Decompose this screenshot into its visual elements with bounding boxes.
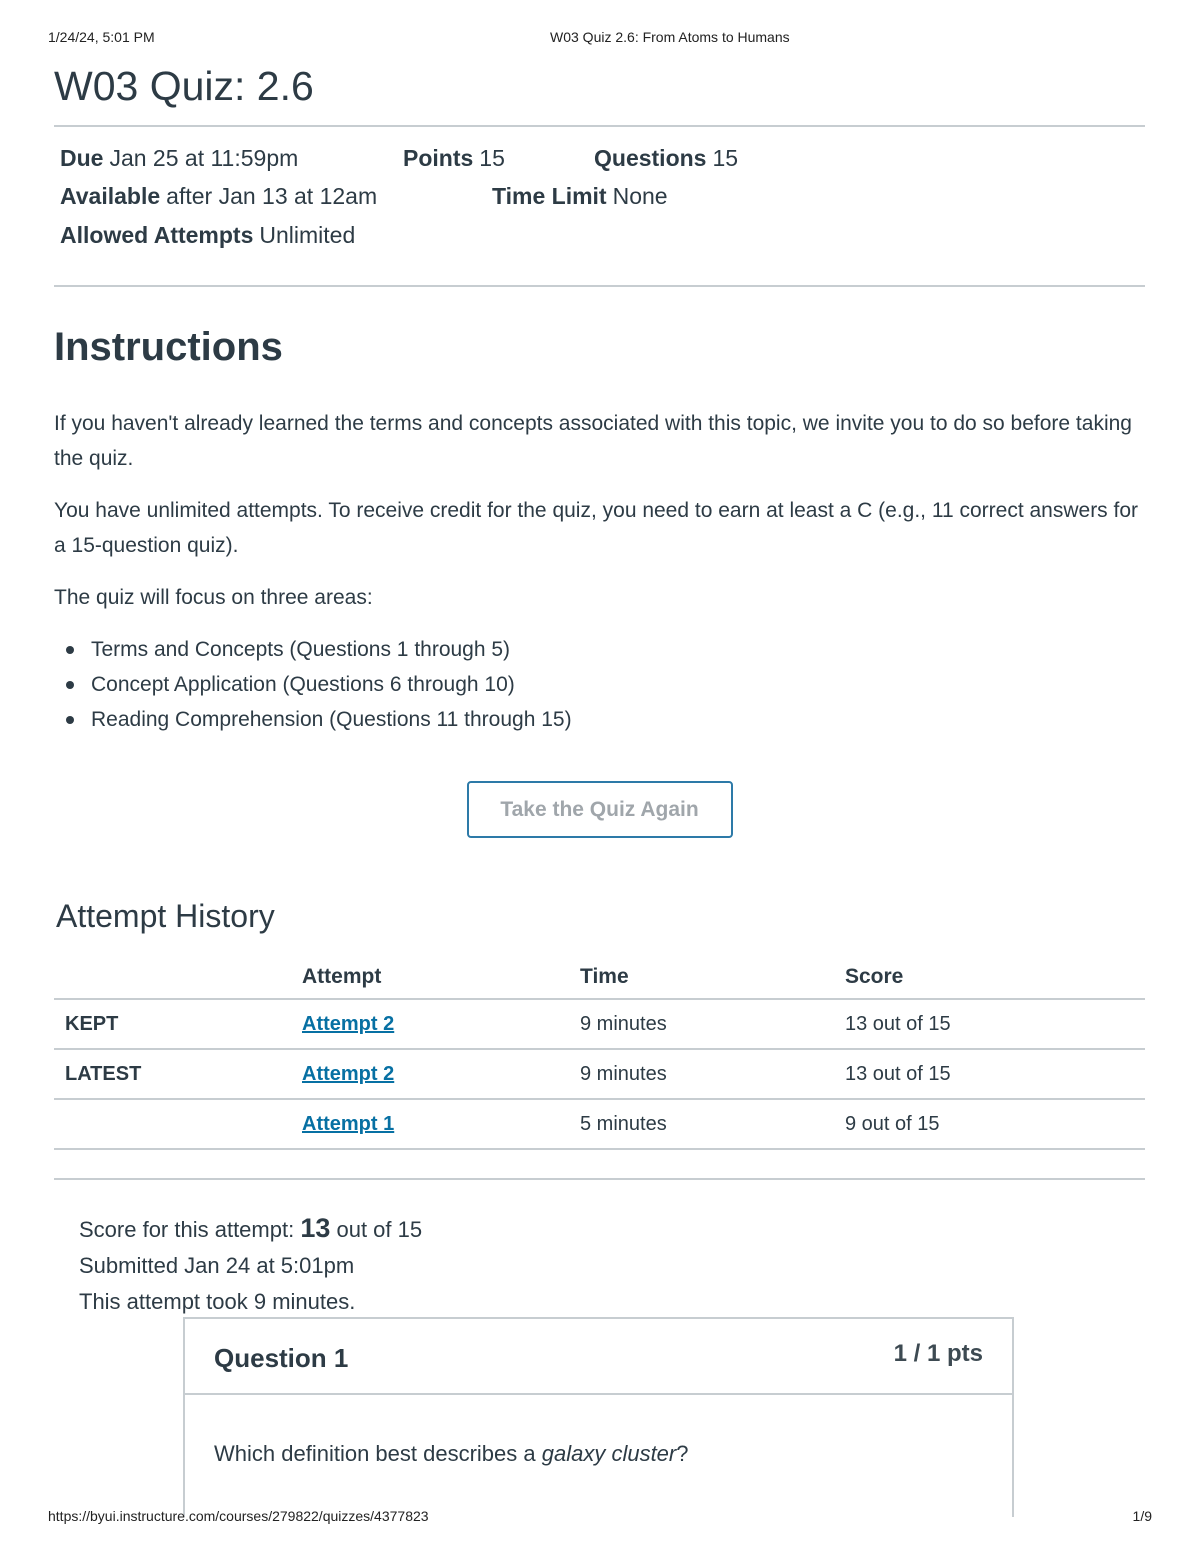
attempt-time: 5 minutes — [580, 1099, 845, 1149]
print-page-number: 1/9 — [1132, 1508, 1152, 1524]
question-card — [183, 1317, 1014, 1517]
questions-value: 15 — [712, 145, 739, 171]
attempt-cell — [302, 1049, 580, 1099]
table-row — [54, 999, 1145, 1049]
attempt-score: 13 out of 15 — [845, 999, 1145, 1049]
submitted-line: Submitted Jan 24 at 5:01pm — [79, 1253, 355, 1278]
print-header — [48, 29, 1152, 47]
quiz-content — [54, 60, 1145, 1320]
attempt-score: 9 out of 15 — [845, 1099, 1145, 1149]
print-footer — [48, 1508, 1152, 1526]
attempt-link[interactable]: Attempt 2 — [302, 1062, 395, 1085]
points-value: 15 — [479, 145, 505, 171]
attempts-detail — [60, 220, 355, 250]
instructions-paragraph: You have unlimited attempts. To receive credit for the quiz, you need to earn at least a C (e.g., 11 correct answers for a 15-question quiz). — [54, 499, 1139, 557]
take-quiz-again-button[interactable]: Take the Quiz Again — [467, 781, 733, 838]
attempts-value: Unlimited — [259, 222, 356, 248]
attempt-time: 9 minutes — [580, 1049, 845, 1099]
take-quiz-wrap — [54, 781, 1145, 838]
time-limit-value: None — [612, 183, 668, 209]
question-text-end: ? — [676, 1441, 689, 1466]
questions-detail — [594, 143, 738, 173]
question-text-start: Which definition best describes a — [214, 1441, 542, 1466]
due-value: Jan 25 at 11:59pm — [109, 145, 299, 171]
points-label: Points — [403, 145, 474, 171]
score-suffix: out of 15 — [330, 1217, 423, 1242]
column-header-score: Score — [845, 956, 1145, 999]
print-url: https://byui.instructure.com/courses/279822/quizzes/4377823 — [48, 1508, 429, 1524]
quiz-title: W03 Quiz: 2.6 — [54, 63, 314, 109]
attempt-link[interactable]: Attempt 1 — [302, 1112, 395, 1135]
print-page-title: W03 Quiz 2.6: From Atoms to Humans — [550, 29, 790, 45]
question-title: Question 1 — [214, 1343, 349, 1373]
attempt-link[interactable]: Attempt 2 — [302, 1012, 395, 1035]
table-header-row — [54, 956, 1145, 999]
question-points: 1 / 1 pts — [893, 1340, 983, 1367]
list-item: Reading Comprehension (Questions 11 through 15) — [91, 702, 1145, 737]
duration-line: This attempt took 9 minutes. — [79, 1289, 356, 1314]
column-header-time: Time — [580, 956, 845, 999]
attempt-status: KEPT — [54, 999, 302, 1049]
questions-label: Questions — [594, 145, 707, 171]
attempt-summary — [54, 1180, 1145, 1320]
score-value: 13 — [300, 1213, 331, 1243]
score-prefix: Score for this attempt: — [79, 1217, 301, 1242]
question-term: galaxy cluster — [541, 1441, 677, 1466]
attempt-score: 13 out of 15 — [845, 1049, 1145, 1099]
available-detail — [60, 181, 377, 211]
instructions-paragraph: The quiz will focus on three areas: — [54, 586, 373, 609]
attempt-score-line — [79, 1210, 1145, 1248]
available-value: after Jan 13 at 12am — [166, 183, 378, 209]
attempt-cell — [302, 999, 580, 1049]
available-label: Available — [60, 183, 161, 209]
attempt-status: LATEST — [54, 1049, 302, 1099]
attempt-status — [54, 1099, 302, 1149]
question-header — [185, 1319, 1012, 1395]
points-detail — [403, 143, 505, 173]
question-text — [214, 1441, 689, 1467]
attempt-history-table — [54, 956, 1145, 1150]
attempts-label: Allowed Attempts — [60, 222, 254, 248]
column-header-attempt: Attempt — [302, 956, 580, 999]
quiz-details — [54, 127, 1145, 264]
list-item: Concept Application (Questions 6 through 10) — [91, 667, 1145, 702]
attempt-time: 9 minutes — [580, 999, 845, 1049]
attempt-cell — [302, 1099, 580, 1149]
focus-areas-list — [54, 632, 1145, 737]
table-row — [54, 1049, 1145, 1099]
instructions-heading: Instructions — [54, 325, 283, 369]
time-limit-detail — [492, 181, 668, 211]
time-limit-label: Time Limit — [492, 183, 607, 209]
attempt-history-heading: Attempt History — [56, 898, 275, 934]
table-row — [54, 1099, 1145, 1149]
instructions-paragraph: If you haven't already learned the terms and concepts associated with this topic, we invite you to do so before taking the quiz. — [54, 412, 1132, 470]
due-detail — [60, 143, 298, 173]
due-label: Due — [60, 145, 104, 171]
print-datetime: 1/24/24, 5:01 PM — [48, 29, 155, 45]
divider — [54, 285, 1145, 287]
column-header-status — [54, 956, 302, 999]
list-item: Terms and Concepts (Questions 1 through 5) — [91, 632, 1145, 667]
